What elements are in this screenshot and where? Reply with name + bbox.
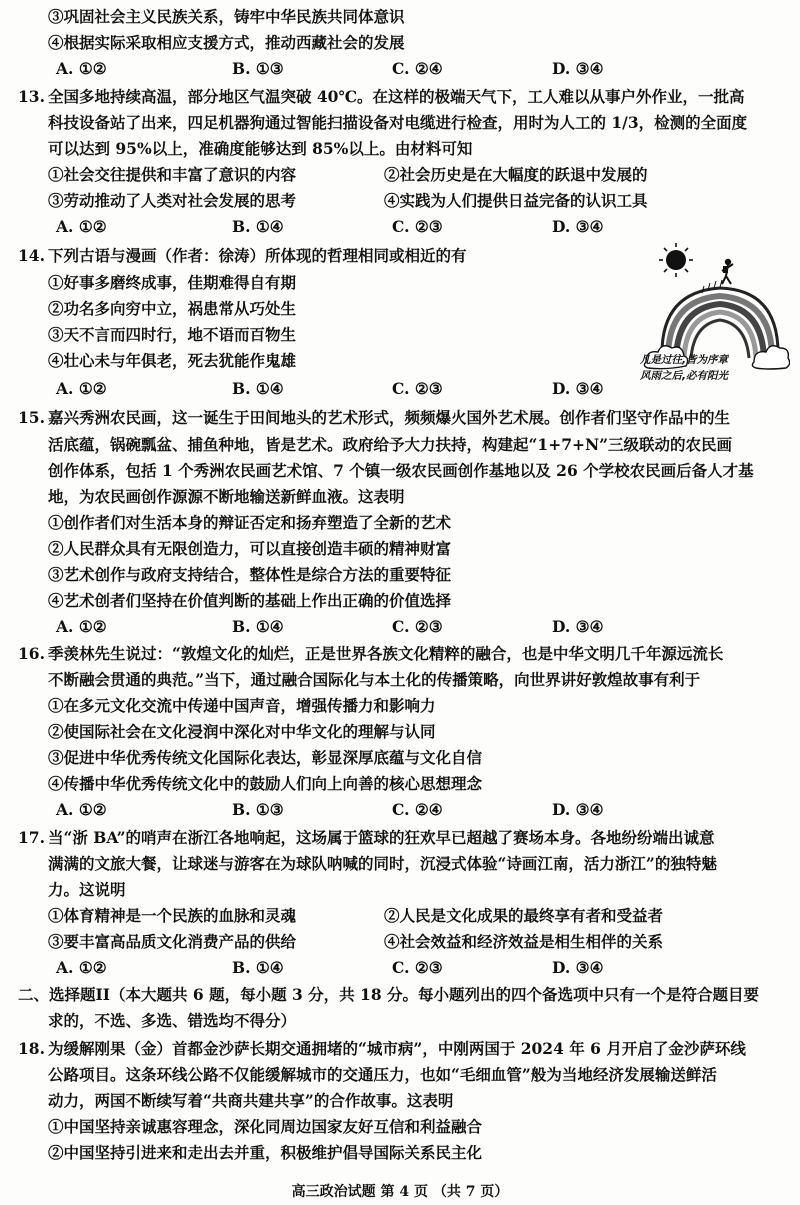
q15-option-c: C. ②③ xyxy=(392,617,443,636)
q13-option-b: B. ①④ xyxy=(232,217,284,236)
q13-item-2: ②社会历史是在大幅度的跃退中发展的 xyxy=(384,165,648,184)
q17-stem-line-2: 满满的文旅大餐，让球迷与游客在为球队呐喊的同时，沉浸式体验“诗画江南，活力浙江”的独特魅 xyxy=(48,854,717,873)
page-footer: 高三政治试题 第 4 页 （共 7 页） xyxy=(291,1184,509,1200)
q14-item-1: ①好事多磨终成事，佳期难得自有期 xyxy=(48,273,297,292)
q13-stem-line-1: 全国多地持续高温，部分地区气温突破 40℃。在这样的极端天气下，工人难以从事户外作业，一批高 xyxy=(48,87,745,106)
q15-option-d: D. ③④ xyxy=(552,617,604,636)
q17-item-1: ①体育精神是一个民族的血脉和灵魂 xyxy=(48,906,297,925)
q17-option-b: B. ①④ xyxy=(232,958,284,977)
q12-option-c: C. ②④ xyxy=(392,59,443,78)
q14-option-d: D. ③④ xyxy=(552,379,604,398)
q16-stem-line-1: 季羡林先生说过：“敦煌文化的灿烂，正是世界各族文化精粹的融合，也是中华文明几千年源远流长 xyxy=(48,644,724,663)
q16-item-4: ④传播中华优秀传统文化中的鼓励人们向上向善的核心思想理念 xyxy=(48,774,483,793)
q16-option-a: A. ①② xyxy=(56,800,107,819)
cartoon-caption-line-1: 凡是过往,皆为序章 xyxy=(640,354,728,366)
q14-option-b: B. ①④ xyxy=(232,379,284,398)
q12-item-4: ④根据实际采取相应支援方式，推动西藏社会的发展 xyxy=(48,33,405,52)
q12-option-a: A. ①② xyxy=(56,59,107,78)
q16-option-c: C. ②④ xyxy=(392,800,443,819)
q13-item-3: ③劳动推动了人类对社会发展的思考 xyxy=(48,191,297,210)
q16-item-2: ②使国际社会在文化浸润中深化对中华文化的理解与认同 xyxy=(48,722,436,741)
q13-option-c: C. ②③ xyxy=(392,217,443,236)
q17-option-c: C. ②③ xyxy=(392,958,443,977)
q18-stem-line-2: 公路项目。这条环线公路不仅能缓解城市的交通压力，也如“毛细血管”般为当地经济发展输送鲜活 xyxy=(48,1065,717,1084)
section-2-heading-line-2: 求的，不选、多选、错选均不得分） xyxy=(48,1011,297,1030)
q15-option-a: A. ①② xyxy=(56,617,107,636)
q13-stem-line-2: 科技设备站了出来，四足机器狗通过智能扫描设备对电缆进行检查，用时为人工的 1/3，检测的全面度 xyxy=(48,113,748,132)
q13-item-1: ①社会交往提供和丰富了意识的内容 xyxy=(48,165,297,184)
q12-option-d: D. ③④ xyxy=(552,59,604,78)
q15-item-4: ④艺术创者们坚持在价值判断的基础上作出正确的价值选择 xyxy=(48,591,452,610)
cartoon-caption-line-2: 风雨之后,必有阳光 xyxy=(640,370,728,382)
q18-stem-line-1: 为缓解刚果（金）首都金沙萨长期交通拥堵的“城市病”，中刚两国于 2024 年 6 月开启了金沙萨环线 xyxy=(48,1039,746,1058)
q15-option-b: B. ①④ xyxy=(232,617,284,636)
q14-option-c: C. ②③ xyxy=(392,379,443,398)
q17-number: 17. xyxy=(18,828,45,847)
q15-item-3: ③艺术创作与政府支持结合，整体性是综合方法的重要特征 xyxy=(48,565,452,584)
q15-stem-line-3: 创作体系，包括 1 个秀洲农民画艺术馆、7 个镇一级农民画创作基地以及 26 个学校农民画后备人才基 xyxy=(48,461,754,480)
section-2-heading-line-1: 二、选择题II（本大题共 6 题，每小题 3 分，共 18 分。每小题列出的四个备选项中只有一个是符合题目要 xyxy=(18,985,760,1004)
q13-stem-line-3: 可以达到 95%以上，准确度能够达到 85%以上。由材料可知 xyxy=(48,139,473,158)
sun-icon xyxy=(659,243,693,277)
q13-option-a: A. ①② xyxy=(56,217,107,236)
q18-stem-line-3: 动力，两国不断续写着“共商共建共享”的合作故事。这表明 xyxy=(48,1091,454,1110)
q12-option-b: B. ①③ xyxy=(232,59,284,78)
q17-item-3: ③要丰富高品质文化消费产品的供给 xyxy=(48,932,297,951)
q13-number: 13. xyxy=(18,87,45,106)
q16-item-1: ①在多元文化交流中传递中国声音，增强传播力和影响力 xyxy=(48,696,436,715)
q18-item-2: ②中国坚持引进来和走出去并重，积极维护倡导国际关系民主化 xyxy=(48,1143,483,1162)
q17-item-4: ④社会效益和经济效益是相生相伴的关系 xyxy=(384,932,664,951)
q15-item-1: ①创作者们对生活本身的辩证否定和扬弃塑造了全新的艺术 xyxy=(48,513,452,532)
q17-stem-line-3: 力。这说明 xyxy=(48,880,126,899)
q14-item-3: ③天不言而四时行，地不语而百物生 xyxy=(48,325,297,344)
q17-item-2: ②人民是文化成果的最终享有者和受益者 xyxy=(384,906,664,925)
q12-item-3: ③巩固社会主义民族关系，铸牢中华民族共同体意识 xyxy=(48,7,405,26)
q15-number: 15. xyxy=(18,408,45,427)
q14-item-2: ②功名多向穷中立，祸患常从巧处生 xyxy=(48,299,297,318)
q16-number: 16. xyxy=(18,644,45,663)
q15-item-2: ②人民群众具有无限创造力，可以直接创造丰硕的精神财富 xyxy=(48,539,452,558)
q16-option-b: B. ①③ xyxy=(232,800,284,819)
q17-option-d: D. ③④ xyxy=(552,958,604,977)
q16-option-d: D. ③④ xyxy=(552,800,604,819)
q16-item-3: ③促进中华优秀传统文化国际化表达，彰显深厚底蕴与文化自信 xyxy=(48,748,483,767)
q15-stem-line-4: 地，为农民画创作源源不断地输送新鲜血液。这表明 xyxy=(48,487,405,506)
q13-option-d: D. ③④ xyxy=(552,217,604,236)
q15-stem-line-1: 嘉兴秀洲农民画，这一诞生于田间地头的艺术形式，频频爆火国外艺术展。创作者们坚守作品中的生 xyxy=(48,408,731,427)
q14-number: 14. xyxy=(18,246,45,265)
q16-stem-line-2: 不断融会贯通的典范。”当下，通过融合国际化与本土化的传播策略，向世界讲好敦煌故事有利于 xyxy=(48,670,701,689)
q15-stem-line-2: 活底蕴，锅碗瓢盆、捕鱼种地，皆是艺术。政府给予大力扶持，构建起“1+7+N”三级联动的农民画 xyxy=(48,435,733,454)
q14-item-4: ④壮心未与年俱老，死去犹能作鬼雄 xyxy=(48,351,297,370)
q17-option-a: A. ①② xyxy=(56,958,107,977)
q13-item-4: ④实践为人们提供日益完备的认识工具 xyxy=(384,191,648,210)
q18-item-1: ①中国坚持亲诚惠容理念，深化同周边国家友好互信和利益融合 xyxy=(48,1117,483,1136)
climber-figure-icon xyxy=(722,259,733,284)
q14-stem: 下列古语与漫画（作者：徐涛）所体现的哲理相同或相近的有 xyxy=(48,246,467,265)
q18-number: 18. xyxy=(18,1039,45,1058)
q14-option-a: A. ①② xyxy=(56,379,107,398)
q17-stem-line-1: 当“浙 BA”的哨声在浙江各地响起，这场属于篮球的狂欢早已超越了赛场本身。各地纷纷端出诚意 xyxy=(48,828,715,847)
